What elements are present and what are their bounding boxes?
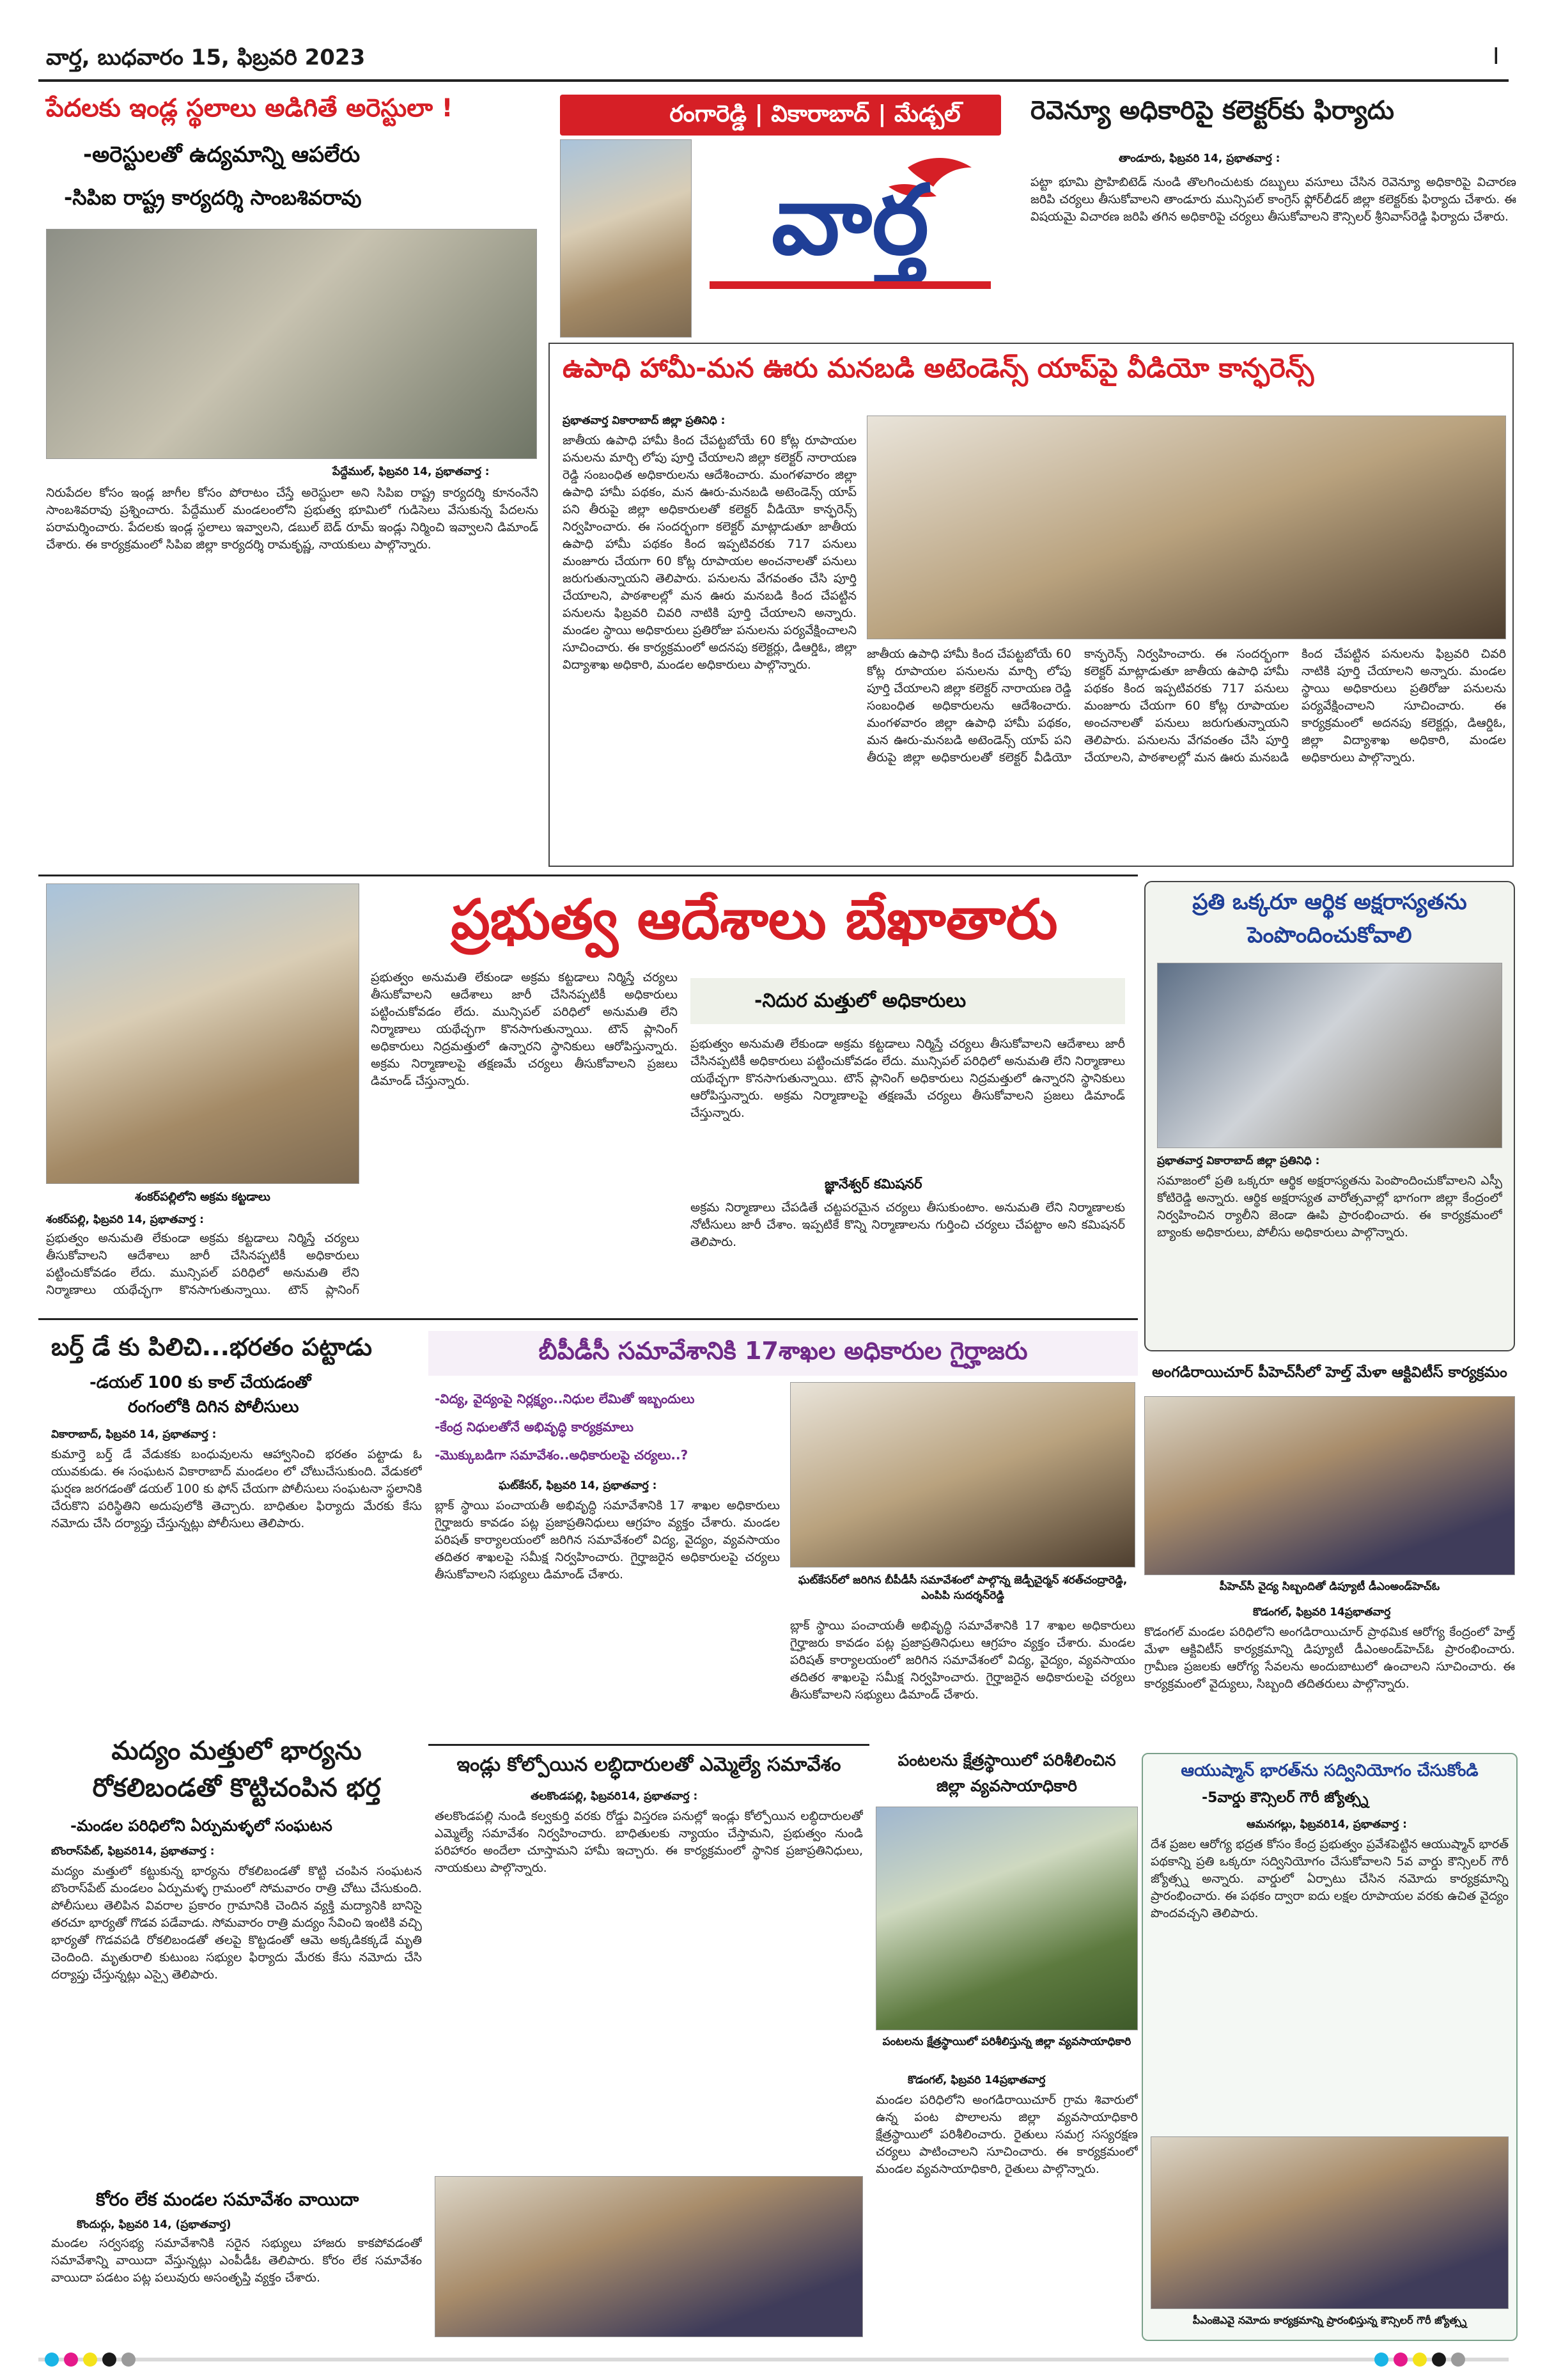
footer-bar [38, 2358, 1509, 2361]
gray-dot [121, 2353, 136, 2367]
story10-rule [428, 1744, 869, 1746]
story1-headline: పేదలకు ఇండ్ల స్థలాలు అడిగితే అరెస్టులా ! [46, 94, 453, 123]
story4-body-a: ప్రభుత్వం అనుమతి లేకుండా అక్రమ కట్టడాలు నిర్మిస్తే చర్యలు తీసుకోవాలని ఆదేశాలు జారీ చేసినప్పటికీ అధికారులు పట్టించుకోవడం లేదు. మున్సిపల్ పరిధిలో అనుమతి లేని నిర్మాణాలు యథేచ్ఛగా కొనసాగుతున్నాయి. టౌన్ ప్లానింగ్ [46, 1231, 359, 1297]
story7-body-b: బ్లాక్ స్థాయి పంచాయతీ అభివృద్ధి సమావేశానికి 17 శాఖల అధికారులు గైర్హాజరు కావడం పట్ల ప్రజాప్రతినిధులు ఆగ్రహం వ్యక్తం చేశారు. మండల పరిషత్ కార్యాలయంలో జరిగిన సమావేశంలో విద్య, వైద్యం, వ్యవసాయం తదితర శాఖలపై సమీక్ష నిర్వహించారు. గైర్హాజరైన అధికారులపై చర్యలు తీసుకోవాలని సభ్యులు డిమాండ్ చేశారు. [790, 1619, 1135, 1702]
story1-body: నిరుపేదల కోసం ఇండ్ల జాగీల కోసం పోరాటం చేస్తే అరెస్టులా అని సిపిఐ రాష్ట్ర కార్యదర్శి కూనంనేని సాంబశివరావు ప్రశ్నించారు. పేద్దేముల్ మండలంలోని ప్రభుత్వ భూమిలో గుడిసెలు వేసుకున్న పేదలను పరామర్శించారు. పేదలకు ఇండ్ల స్థలాలు ఇవ్వాలని, డబుల్ బెడ్ రూమ్ ఇండ్లు నిర్మించి ఇవ్వాలని డిమాండ్ చేశారు. ఈ కార్యక్రమంలో సిపిఐ జిల్లా కార్యదర్శి రామకృష్ణ, నాయకులు పాల్గొన్నారు. [46, 486, 538, 552]
story12-sub: -5వార్డు కౌన్సిలర్ గౌరీ జ్యోత్స్న [1202, 1790, 1369, 1806]
mid-rule [38, 875, 1138, 876]
story8-photo-caption: పీహెచ్‌సీ వైద్య సిబ్బందితో డిప్యూటీ డీఎంఅండ్‌హెచ్‌ఓ [1219, 1580, 1440, 1593]
story11-body: మండల పరిధిలోని అంగడిరాయిచూర్ గ్రామ శివారులో ఉన్న పంట పొలాలను జిల్లా వ్యవసాయాధికారి క్షేత్రస్థాయిలో పరిశీలించారు. రైతులు సమగ్ర సస్యరక్షణ చర్యలు పాటించాలని సూచించారు. ఈ కార్యక్రమంలో మండల వ్యవసాయాధికారి, రైతులు పాల్గొన్నారు. [876, 2093, 1138, 2176]
story5-body: సమాజంలో ప్రతి ఒక్కరూ ఆర్థిక అక్షరాస్యతను పెంపొందించుకోవాలని ఎస్పీ కోటిరెడ్డి అన్నారు. ఆర్థిక అక్షరాస్యత వారోత్సవాల్లో భాగంగా జిల్లా కేంద్రంలో నిర్వహించిన ర్యాలీని జెండా ఊపి ప్రారంభించారు. ఈ కార్యక్రమంలో బ్యాంకు అధికారులు, పోలీసు అధికారులు పాల్గొన్నారు. [1157, 1174, 1502, 1240]
story9-sub: -మండల పరిధిలోని ఏర్పుమళ్ళలో సంఘటన [70, 1817, 332, 1835]
story6-sub: -డయల్ 100 కు కాల్ చేయడంతో [89, 1373, 311, 1392]
story1-dateline: పేద్దేముల్, ఫిబ్రవరి 14, ప్రభాతవార్త : [332, 465, 490, 478]
yellow-dot-right [1413, 2353, 1427, 2367]
banner-districts: రంగారెడ్డి | వికారాబాద్ | మేడ్చల్ [669, 101, 961, 127]
story6-headline: బర్త్ డే కు పిలిచి...భరతం పట్టాడు [51, 1333, 373, 1361]
story4-headline: ప్రభుత్వ ఆదేశాలు బేఖాతారు [451, 888, 1058, 952]
black-dot-right [1432, 2353, 1446, 2367]
story8-dateline: కొడంగల్, ఫిబ్రవరి 14ప్రభాతవార్త [1253, 1606, 1391, 1619]
story10-dateline: తలకొండపల్లి, ఫిబ్రవరి14, ప్రభాతవార్త : [531, 1790, 698, 1803]
story10-body: తలకొండపల్లి నుండి కల్వకుర్తి వరకు రోడ్డు విస్తరణ పనుల్లో ఇండ్లు కోల్పోయిన లబ్ధిదారులతో ఎమ్మెల్యే సమావేశం నిర్వహించారు. బాధితులకు న్యాయం చేస్తామని, ప్రభుత్వం నుండి పరిహారం అందేలా చూస్తామని హామీ ఇచ్చారు. ఈ కార్యక్రమంలో స్థానిక ప్రజాప్రతినిధులు, నాయకులు పాల్గొన్నారు. [435, 1809, 863, 1875]
gray-dot-right [1451, 2353, 1465, 2367]
story8-body: కొడంగల్ మండల పరిధిలోని అంగడిరాయిచూర్ ప్రాథమిక ఆరోగ్య కేంద్రంలో హెల్త్ మేళా ఆక్టివిటీస్ కార్యక్రమాన్ని డిప్యూటీ డీఎంఅండ్‌హెచ్‌ఓ ప్రారంభించారు. గ్రామీణ ప్రజలకు ఆరోగ్య సేవలను అందుబాటులో ఉంచాలని సూచించారు. ఈ కార్యక్రమంలో వైద్యులు, సిబ్బంది తదితరులు పాల్గొన్నారు. [1144, 1625, 1515, 1691]
masthead-underline [710, 281, 991, 289]
story11-headline: పంటలను క్షేత్రస్థాయిలో పరిశీలించిన [897, 1751, 1116, 1769]
story12-photo-caption: పీఎంజెఎవై నమోదు కార్యక్రమాన్ని ప్రారంభిస్తున్న కౌన్సిలర్ గౌరీ జ్యోత్స్న [1192, 2314, 1467, 2326]
cyan-dot [45, 2353, 59, 2367]
story5-headline2: పెంపొందించుకోవాలి [1247, 922, 1412, 948]
story4-dateline: శంకర్‌పల్లి, ఫిబ్రవరి 14, ప్రభాతవార్త : [46, 1213, 204, 1226]
story3-body-right: జాతీయ ఉపాధి హామీ కింద చేపట్టబోయే 60 కోట్ల రూపాయల పనులను మార్చి లోపు పూర్తి చేయాలని జిల్లా కలెక్టర్ నారాయణ రెడ్డి సంబంధిత అధికారులను ఆదేశించారు. మంగళవారం జిల్లా ఉపాధి హామీ పథకం, మన ఊరు-మనబడి అటెండెన్స్ యాప్ పని తీరుపై జిల్లా అధికారులతో కలెక్టర్ వీడియో కాన్ఫరెన్స్ నిర్వహించారు. ఈ సందర్భంగా కలెక్టర్ మాట్లాడుతూ జాతీయ ఉపాధి హామీ పథకం కింద ఇప్పటివరకు 717 పనులు మంజూరు చేయగా 60 కోట్ల రూపాయల అంచనాలతో పనులు జరుగుతున్నాయని తెలిపారు. పనులను వేగవంతం చేసి పూర్తి చేయాలని, పాఠశాలల్లో మన ఊరు మనబడి కింద చేపట్టిన పనులను ఫిబ్రవరి చివరి నాటికి పూర్తి చేయాలని అన్నారు. మండల స్థాయి అధికారులు ప్రతిరోజు పనులను పర్యవేక్షించాలని సూచించారు. ఈ కార్యక్రమంలో అదనపు కలెక్టర్లు, డిఆర్డిఓ, జిల్లా విద్యాశాఖ అధికారి, మండల అధికారులు పాల్గొన్నారు. [867, 647, 1506, 765]
temple-photo [560, 139, 692, 338]
story7-bullet3: -మొక్కుబడిగా సమావేశం..అధికారులపై చర్యలు..? [435, 1447, 688, 1463]
magenta-dot-right [1394, 2353, 1408, 2367]
story6-dateline: వికారాబాద్, ఫిబ్రవరి 14, ప్రభాతవార్త : [51, 1428, 217, 1441]
story4-body-b: ప్రభుత్వం అనుమతి లేకుండా అక్రమ కట్టడాలు నిర్మిస్తే చర్యలు తీసుకోవాలని ఆదేశాలు జారీ చేసినప్పటికీ అధికారులు పట్టించుకోవడం లేదు. మున్సిపల్ పరిధిలో అనుమతి లేని నిర్మాణాలు యథేచ్ఛగా కొనసాగుతున్నాయి. టౌన్ ప్లానింగ్ అధికారులు నిద్రమత్తులో ఉన్నారని స్థానికులు ఆరోపిస్తున్నారు. అక్రమ నిర్మాణాలపై తక్షణమే చర్యలు తీసుకోవాలని ప్రజలు డిమాండ్ చేస్తున్నారు. [371, 970, 678, 1088]
story12-photo-registration [1151, 2136, 1509, 2309]
black-dot [102, 2353, 116, 2367]
story6-body: కుమార్తె బర్త్ డే వేడుకకు బంధువులను ఆహ్వానించి భరతం పట్టాడు ఓ యువకుడు. ఈ సంఘటన వికారాబాద్ మండలం లో చోటుచేసుకుంది. వేడుకలో ఘర్షణ జరగడంతో డయల్ 100 కు ఫోన్ చేయగా పోలీసులు సంఘటనా స్థలానికి చేరుకొని పరిస్థితిని అదుపులోకి తెచ్చారు. బాధితుల ఫిర్యాదు మేరకు కేసు నమోదు చేసి దర్యాప్తు చేస్తున్నట్లు పోలీసులు తెలిపారు. [51, 1447, 422, 1530]
cyan-dot-right [1374, 2353, 1388, 2367]
story4-photo-caption: శంకర్‌పల్లిలోని అక్రమ కట్టడాలు [135, 1190, 270, 1204]
story4-commissioner-body: అక్రమ నిర్మాణాలు చేపడితే చట్టపరమైన చర్యలు తీసుకుంటాం. అనుమతి లేని నిర్మాణాలకు నోటీసులు జారీ చేశాం. ఇప్పటికే కొన్ని నిర్మాణాలను గుర్తించి చర్యలు చేపట్టాం అని కమిషనర్ తెలిపారు. [690, 1201, 1125, 1249]
story6-sub2: రంగంలోకి దిగిన పోలీసులు [128, 1397, 299, 1417]
story1-sub2: -సిపిఐ రాష్ట్ర కార్యదర్శి సాంబశివరావు [64, 185, 362, 210]
story5-dateline: ప్రభాతవార్త వికారాబాద్ జిల్లా ప్రతినిధి : [1157, 1155, 1320, 1167]
story3-body-left: జాతీయ ఉపాధి హామీ కింద చేపట్టబోయే 60 కోట్ల రూపాయల పనులను మార్చి లోపు పూర్తి చేయాలని జిల్లా కలెక్టర్ నారాయణ రెడ్డి సంబంధిత అధికారులను ఆదేశించారు. మంగళవారం జిల్లా ఉపాధి హామీ పథకం, మన ఊరు-మనబడి అటెండెన్స్ యాప్ పని తీరుపై జిల్లా అధికారులతో కలెక్టర్ వీడియో కాన్ఫరెన్స్ నిర్వహించారు. ఈ సందర్భంగా కలెక్టర్ మాట్లాడుతూ జాతీయ ఉపాధి హామీ పథకం కింద ఇప్పటివరకు 717 పనులు మంజూరు చేయగా 60 కోట్ల రూపాయల అంచనాలతో పనులు జరుగుతున్నాయని తెలిపారు. పనులను వేగవంతం చేసి పూర్తి చేయాలని, పాఠశాలల్లో మన ఊరు మనబడి కింద చేపట్టిన పనులను ఫిబ్రవరి చివరి నాటికి పూర్తి చేయాలని అన్నారు. మండల స్థాయి అధికారులు ప్రతిరోజు పనులను పర్యవేక్షించాలని సూచించారు. ఈ కార్యక్రమంలో అదనపు కలెక్టర్లు, డిఆర్డిఓ, జిల్లా విద్యాశాఖ అధికారి, మండల అధికారులు పాల్గొన్నారు. [563, 433, 857, 672]
lower-rule [38, 1318, 1138, 1320]
story8-photo-phc [1144, 1396, 1515, 1575]
story2-dateline: తాండూరు, ఫిబ్రవరి 14, ప్రభాతవార్త : [1119, 152, 1280, 165]
story10-photo-mla [435, 2176, 863, 2337]
story9-dateline2: కొందుర్గు, ఫిబ్రవరి 14, (ప్రభాతవార్త) [77, 2218, 231, 2231]
story7-body-a: బ్లాక్ స్థాయి పంచాయతీ అభివృద్ధి సమావేశానికి 17 శాఖల అధికారులు గైర్హాజరు కావడం పట్ల ప్రజాప్రతినిధులు ఆగ్రహం వ్యక్తం చేశారు. మండల పరిషత్ కార్యాలయంలో జరిగిన సమావేశంలో విద్య, వైద్యం, వ్యవసాయం తదితర శాఖలపై సమీక్ష నిర్వహించారు. గైర్హాజరైన అధికారులపై చర్యలు తీసుకోవాలని సభ్యులు డిమాండ్ చేశారు. [435, 1498, 780, 1582]
story1-photo-protest [46, 229, 537, 459]
story10-headline: ఇండ్లు కోల్పోయిన లబ్ధిదారులతో ఎమ్మెల్యే సమావేశం [456, 1754, 841, 1776]
story4-sub: -నిదుర మత్తులో అధికారులు [754, 990, 967, 1012]
story9-body: మద్యం మత్తులో కట్టుకున్న భార్యను రోకలిబండతో కొట్టి చంపిన సంఘటన బొంరాస్‌పేట్ మండలం ఏర్పుమళ్ళ గ్రామంలో సోమవారం రాత్రి చోటు చేసుకుంది. పోలీసులు తెలిపిన వివరాల ప్రకారం గ్రామానికి చెందిన వ్యక్తి మద్యానికి బానిసై తరచూ భార్యతో గొడవ పడేవాడు. సోమవారం రాత్రి మద్యం సేవించి ఇంటికి వచ్చి భార్యతో గొడవపడి రోకలిబండతో తలపై కొట్టడంతో ఆమె అక్కడికక్కడే మృతి చెందింది. మృతురాలి కుటుంబ సభ్యుల ఫిర్యాదు మేరకు కేసు నమోదు చేసి దర్యాప్తు చేస్తున్నట్లు ఎస్సై తెలిపారు. [51, 1864, 422, 1982]
story9-body2: మండల సర్వసభ్య సమావేశానికి సరైన సభ్యులు హాజరు కాకపోవడంతో సమావేశాన్ని వాయిదా వేస్తున్నట్లు ఎంపీడీఓ తెలిపారు. కోరం లేక సమావేశం వాయిదా పడటం పట్ల పలువురు అసంతృప్తి వ్యక్తం చేశారు. [51, 2236, 422, 2285]
story11-photo-field [876, 1807, 1138, 2030]
story9-dateline: బొంరాస్‌పేట్, ఫిబ్రవరి14, ప్రభాతవార్త : [51, 1845, 215, 1858]
masthead-title: వార్త [771, 165, 929, 276]
story3-dateline: ప్రభాతవార్త వికారాబాద్ జిల్లా ప్రతినిధి : [563, 414, 726, 427]
story3-headline: ఉపాధి హామీ-మన ఊరు మనబడి అటెండెన్స్ యాప్‌పై వీడియో కాన్ఫరెన్స్ [563, 352, 1314, 384]
story7-headline: బీపీడీసీ సమావేశానికి 17శాఖల అధికారుల గైర్హాజరు [538, 1337, 1028, 1365]
yellow-dot [83, 2353, 97, 2367]
story1-sub1: -అరెస్టులతో ఉద్యమాన్ని ఆపలేరు [83, 142, 361, 167]
story2-body: పట్టా భూమి ప్రొహిబిటెడ్ నుండి తొలగించుటకు దబ్బులు వసూలు చేసిన రెవెన్యూ అధికారిపై విచారణ జరిపి చర్యలు తీసుకోవాలని తాండూరు మున్సిపల్ కాంగ్రెస్ ఫ్లోర్‌లీడర్ జిల్లా కలెక్టర్‌కు ఫిర్యాదు చేశారు. ఈ విషయమై విచారణ జరిపి తగిన అధికారిపై చర్యలు తీసుకోవాలని కౌన్సిలర్ శ్రీనివాస్‌రెడ్డి ఫిర్యాదు చేశారు. [1030, 175, 1516, 224]
story12-dateline: ఆమనగల్లు, ఫిబ్రవరి14, ప్రభాతవార్త : [1247, 1818, 1407, 1831]
story4-photo-construction [46, 883, 359, 1184]
story9-headline2: రోకలిబండతో కొట్టిచంపిన భర్త [92, 1773, 381, 1803]
story4-commissioner-kicker: జ్ఞానేశ్వర్ కమిషనర్ [825, 1176, 922, 1192]
story9-headline1: మద్యం మత్తులో భార్యను [111, 1736, 362, 1766]
story12-body: దేశ ప్రజల ఆరోగ్య భద్రత కోసం కేంద్ర ప్రభుత్వం ప్రవేశపెట్టిన ఆయుష్మాన్ భారత్ పథకాన్ని ప్రతి ఒక్కరూ సద్వినియోగం చేసుకోవాలని 5వ వార్డు కౌన్సిలర్ గౌరీ జ్యోత్స్న అన్నారు. వార్డులో ఏర్పాటు చేసిన నమోదు కార్యక్రమాన్ని ప్రారంభించారు. ఈ పథకం ద్వారా ఐదు లక్షల రూపాయల వరకు ఉచిత వైద్యం పొందవచ్చని తెలిపారు. [1151, 1837, 1509, 1920]
story11-headline2: జిల్లా వ్యవసాయాధికారి [936, 1777, 1077, 1795]
story3-photo-videoconf [867, 416, 1506, 639]
story7-photo-caption: ఘట్‌కేసర్‌లో జరిగిన బీపీడీసీ సమావేశంలో పాల్గొన్న జెడ్పీచైర్మన్ శరత్‌చంద్రారెడ్డి, ఎంపిపి సుదర్శన్‌రెడ్డి [798, 1574, 1128, 1602]
story7-dateline: ఘట్‌కేసర్, ఫిబ్రవరి 14, ప్రభాతవార్త : [499, 1479, 657, 1492]
story9-subhead2: కోరం లేక మండల సమావేశం వాయిదా [96, 2189, 359, 2210]
story5-photo-rally [1157, 963, 1502, 1148]
story2-headline: రెవెన్యూ అధికారిపై కలెక్టర్‌కు ఫిర్యాదు [1030, 96, 1395, 125]
header-rule [38, 79, 1509, 82]
dateline-header: వార్త, బుధవారం 15, ఫిబ్రవరి 2023 [46, 45, 366, 70]
story8-headline: అంగడిరాయిచూర్ పీహెచ్‌సీలో హెల్త్ మేళా ఆక్టివిటీస్ కార్యక్రమం [1152, 1364, 1507, 1381]
story11-photo-caption: పంటలను క్షేత్రస్థాయిలో పరిశీలిస్తున్న జిల్లా వ్యవసాయాధికారి [882, 2035, 1131, 2048]
story4-body-c: ప్రభుత్వం అనుమతి లేకుండా అక్రమ కట్టడాలు నిర్మిస్తే చర్యలు తీసుకోవాలని ఆదేశాలు జారీ చేసినప్పటికీ అధికారులు పట్టించుకోవడం లేదు. మున్సిపల్ పరిధిలో అనుమతి లేని నిర్మాణాలు యథేచ్ఛగా కొనసాగుతున్నాయి. టౌన్ ప్లానింగ్ అధికారులు నిద్రమత్తులో ఉన్నారని స్థానికులు ఆరోపిస్తున్నారు. అక్రమ నిర్మాణాలపై తక్షణమే చర్యలు తీసుకోవాలని ప్రజలు డిమాండ్ చేస్తున్నారు. [690, 1037, 1125, 1120]
page-number: I [1493, 43, 1500, 70]
story11-dateline: కొడంగల్, ఫిబ్రవరి 14ప్రభాతవార్త [908, 2074, 1046, 2087]
story7-photo-meeting [790, 1382, 1135, 1567]
story5-headline1: ప్రతి ఒక్కరూ ఆర్థిక అక్షరాస్యతను [1192, 889, 1467, 915]
story7-bullet2: -కేంద్ర నిధులతోనే అభివృద్ధి కార్యక్రమాలు [435, 1419, 634, 1435]
story12-headline: ఆయుష్మాన్ భారత్‌ను సద్వినియోగం చేసుకోండి [1181, 1761, 1479, 1780]
story7-bullet1: -విద్య, వైద్యంపై నిర్లక్ష్యం..నిధుల లేమితో ఇబ్బందులు [435, 1391, 695, 1406]
magenta-dot [64, 2353, 78, 2367]
